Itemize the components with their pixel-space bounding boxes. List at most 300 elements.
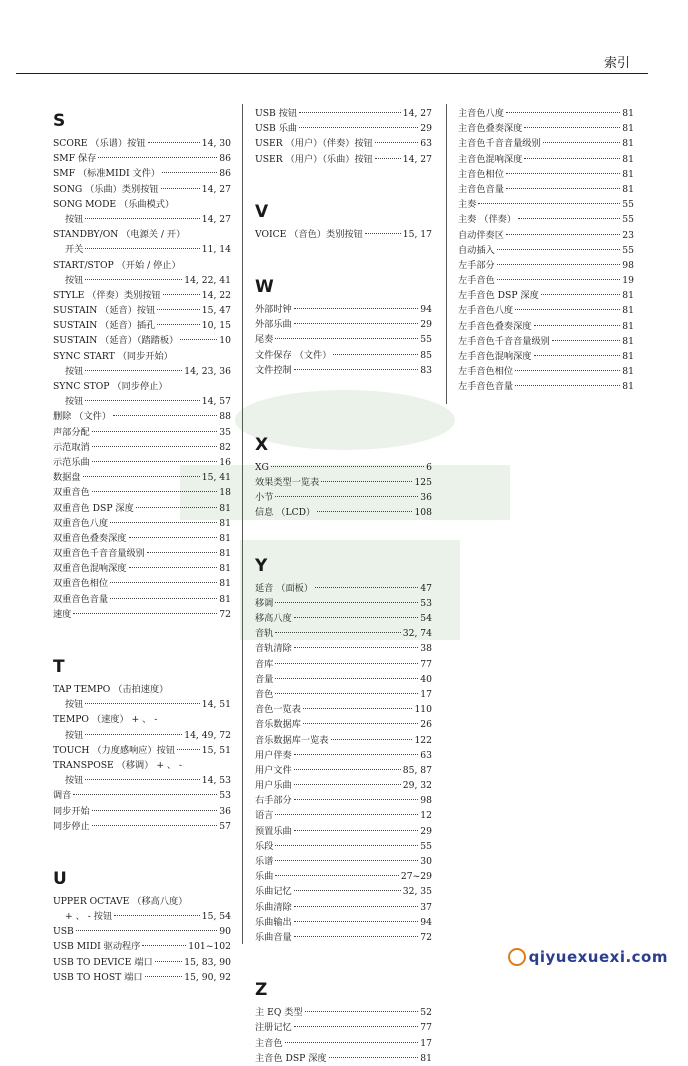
dot-leader [73,794,217,795]
index-entry [255,1020,432,1035]
entry-page: 15, 54 [201,911,231,923]
entry-page: 47 [420,582,432,594]
entry-term: 音色 [255,688,274,700]
entry-page: 81 [420,1052,432,1064]
dot-leader [275,602,418,603]
index-entry [458,334,634,349]
dot-leader [275,678,418,679]
entry-page: 14, 27 [402,153,432,165]
entry-term: TAP TEMPO （击拍速度） [53,684,169,695]
entry-term: 删除 （文件） [53,411,112,423]
dot-leader [129,537,218,538]
entry-term: USB TO DEVICE 端口 [53,956,153,968]
dot-leader [157,324,199,325]
footer-logo[interactable] [508,948,668,966]
entry-term: 左手音色混响深度 [458,351,532,362]
entry-term: TEMPO （速度） + 、 - [53,714,158,726]
entry-term: 主奏 （伴奏） [458,214,517,226]
entry-page: 125 [414,477,432,489]
entry-term: 按钮 [65,365,84,377]
entry-term: 主奏 [458,199,477,211]
section-letter: Z [255,980,268,1001]
index-entry [255,884,432,899]
entry-term: SONG （乐曲）类别按钮 [53,183,159,195]
entry-term: 乐曲记忆 [255,886,292,898]
entry-page: 55 [420,840,432,852]
entry-term: SUSTAIN （延音）（踏踏板） [53,335,179,347]
section-gap [255,167,432,189]
dot-leader [98,157,217,158]
index-entry [458,152,634,167]
section-gap [255,378,432,400]
dot-leader [114,915,200,916]
section-gap [255,521,432,543]
dot-leader [83,476,200,477]
entry-page: 26 [420,719,432,731]
entry-term: SUSTAIN （延音）按钮 [53,305,156,317]
entry-term: 同步停止 [53,820,90,832]
entry-page: 14, 22, 41 [184,274,231,286]
entry-page: 11, 14 [201,244,231,256]
index-entry [53,227,231,242]
dot-leader [331,739,413,740]
index-entry [255,136,432,151]
dot-leader [515,370,620,371]
entry-term: 按钮 [65,699,84,711]
entry-term: 预置乐曲 [255,825,292,837]
index-entry [255,717,432,732]
entry-term: 尾奏 [255,334,274,346]
entry-term: 数据盘 [53,472,81,484]
entry-term: VOICE （音色）类别按钮 [255,228,363,240]
index-entry [458,212,634,227]
index-subentry [53,212,231,227]
index-entry [255,687,432,702]
dot-leader [315,587,418,588]
entry-page: 81 [219,548,231,560]
index-entry [53,455,231,470]
entry-page: 14, 23, 36 [184,365,231,377]
index-entry [53,939,231,954]
index-subentry [53,364,231,379]
entry-term: SONG MODE （乐曲模式） [53,198,175,210]
entry-term: 双重音色相位 [53,578,109,590]
entry-page: 37 [420,901,432,913]
index-entry [458,258,634,273]
dot-leader [303,723,418,724]
index-entry [255,1005,432,1020]
index-entry [53,955,231,970]
index-entry [255,581,432,596]
index-subentry [53,728,231,743]
entry-page: 14, 53 [201,775,231,787]
index-entry [53,136,231,151]
section-gap [255,945,432,967]
entry-term: SYNC START （同步开始） [53,350,173,362]
entry-term: + 、 - 按钮 [65,911,113,923]
dot-leader [506,173,620,174]
entry-term: 用户乐曲 [255,780,292,792]
dot-leader [515,385,620,386]
header-rule [16,73,648,74]
dot-leader [275,338,418,339]
index-entry [53,151,231,166]
entry-term: 同步开始 [53,805,90,817]
index-column-1 [53,106,231,985]
dot-leader [275,632,400,633]
dot-leader [294,323,419,324]
dot-leader [294,799,419,800]
index-entry [255,854,432,869]
index-entry [53,531,231,546]
dot-leader [285,1042,419,1043]
entry-page: 17 [420,688,432,700]
index-entry [53,485,231,500]
entry-page: 81 [219,578,231,590]
index-entry [53,333,231,348]
entry-term: 乐段 [255,840,274,852]
entry-term: 左手音色相位 [458,366,514,378]
section-gap [255,400,432,422]
entry-page: 81 [622,381,634,393]
dot-leader [365,233,401,234]
dot-leader [497,264,621,265]
section-letter: W [255,276,274,297]
entry-page: 15, 51 [201,744,231,756]
dot-leader [294,647,419,648]
entry-term: 双重音色八度 [53,517,109,529]
entry-term: SCORE （乐谱）按钮 [53,138,146,149]
index-entry [53,318,231,333]
dot-leader [275,845,418,846]
entry-term: USB TO HOST 端口 [53,971,143,983]
entry-page: 32, 74 [402,628,432,640]
entry-term: 文件保存 （文件） [255,349,332,361]
entry-page: 18 [219,487,231,499]
dot-leader [321,481,412,482]
index-entry [53,546,231,561]
entry-term: START/STOP （开始 / 停止） [53,259,181,271]
entry-page: 55 [622,199,634,211]
index-entry [255,733,432,748]
index-entry [53,303,231,318]
index-entry [255,460,432,475]
index-subentry [53,697,231,712]
entry-term: USB 乐曲 [255,123,298,135]
entry-page: 52 [420,1007,432,1019]
dot-leader [294,936,419,937]
index-entry [53,819,231,834]
entry-term: 音库 [255,658,274,670]
index-entry [458,182,634,197]
entry-term: USER （用户）（伴奏）按钮 [255,138,373,150]
entry-page: 15, 90, 92 [184,971,231,983]
entry-page: 19 [622,275,634,287]
entry-term: 延音 （面板） [255,582,314,594]
entry-term: 音乐数据库 [255,719,301,731]
dot-leader [271,466,424,467]
index-entry [53,409,231,424]
dot-leader [534,355,621,356]
entry-term: 效果类型一览表 [255,477,320,489]
dot-leader [294,906,419,907]
dot-leader [294,1026,419,1027]
index-entry [53,258,231,273]
entry-term: USB [53,926,74,938]
index-entry [255,808,432,823]
section-letter: U [53,868,67,889]
dot-leader [145,976,183,977]
entry-page: 101~102 [188,941,231,953]
index-entry [53,349,231,364]
index-entry [53,379,231,394]
index-entry [458,136,634,151]
dot-leader [113,415,217,416]
dot-leader [129,567,218,568]
dot-leader [177,749,200,750]
dot-leader [543,142,621,143]
index-entry [255,475,432,490]
index-entry [255,930,432,945]
entry-term: 主音色相位 [458,168,504,180]
dot-leader [275,496,418,497]
entry-term: 移调 [255,597,274,609]
index-entry [458,228,634,243]
index-entry [255,332,432,347]
index-entry [458,121,634,136]
entry-page: 81 [622,290,634,302]
entry-page: 63 [420,749,432,761]
entry-term: 双重音色混响深度 [53,563,127,575]
entry-page: 14, 27 [402,108,432,119]
entry-page: 54 [420,613,432,624]
dot-leader [92,825,218,826]
index-subentry [53,394,231,409]
entry-page: 14, 27 [201,183,231,195]
entry-term: STYLE （伴奏）类别按钮 [53,289,161,301]
index-entry [53,682,231,697]
dot-leader [299,112,401,113]
entry-term: 文件控制 [255,364,292,376]
entry-page: 35 [219,426,231,438]
entry-page: 55 [622,244,634,256]
dot-leader [506,112,620,113]
index-entry [255,348,432,363]
entry-term: UPPER OCTAVE （移高八度） [53,895,188,907]
index-subentry [53,273,231,288]
entry-page: 14, 22 [201,289,231,301]
entry-page: 81 [622,138,634,150]
dot-leader [294,784,401,785]
dot-leader [85,279,182,280]
entry-term: 音量 [255,673,274,685]
footer-logo-text: qiyuexuexi.com [528,948,668,966]
index-entry [53,470,231,485]
header-title: 索引 [603,56,630,71]
index-entry [255,915,432,930]
dot-leader [478,203,620,204]
entry-page: 81 [219,563,231,575]
dot-leader [92,446,218,447]
dot-leader [110,598,217,599]
entry-page: 14, 57 [201,396,231,408]
entry-term: XG [255,461,269,473]
entry-term: 左手音色 [458,275,495,287]
entry-page: 27~29 [400,871,432,883]
entry-page: 53 [420,597,432,609]
entry-term: TRANSPOSE （移调） + 、 - [53,759,183,771]
index-entry [53,516,231,531]
index-entry [53,743,231,758]
dot-leader [180,339,217,340]
index-entry [458,288,634,303]
entry-term: 音乐数据库一览表 [255,734,329,746]
index-entry [255,793,432,808]
dot-leader [497,279,621,280]
entry-page: 72 [420,931,432,943]
dot-leader [497,249,621,250]
index-entry [53,788,231,803]
entry-page: 81 [622,366,634,378]
entry-page: 81 [622,320,634,332]
index-entry [458,364,634,379]
section-gap [255,242,432,264]
dot-leader [534,325,621,326]
entry-page: 81 [622,123,634,135]
dot-leader [85,370,182,371]
entry-term: 主音色 [255,1037,283,1049]
section-letter: Y [255,555,268,576]
entry-term: 左手音色千音音量级别 [458,335,550,347]
entry-page: 94 [420,916,432,928]
index-entry [458,303,634,318]
logo-circle-icon [508,948,526,966]
entry-page: 36 [219,805,231,817]
entry-page: 30 [420,856,432,867]
dot-leader [85,218,199,219]
entry-page: 81 [622,335,634,347]
entry-page: 83 [420,364,432,376]
dot-leader [157,309,199,310]
dot-leader [92,461,218,462]
entry-page: 40 [420,673,432,685]
entry-term: 双重音色叠奏深度 [53,532,127,544]
dot-leader [375,158,401,159]
entry-page: 81 [622,168,634,180]
section-letter: T [53,657,65,677]
index-entry [458,349,634,364]
dot-leader [294,308,419,309]
dot-leader [73,613,217,614]
index-entry [255,641,432,656]
index-entry [255,748,432,763]
dot-leader [110,522,217,523]
entry-page: 72 [219,608,231,620]
index-entry [255,672,432,687]
entry-term: 双重音色音量 [53,593,109,605]
dot-leader [294,830,419,831]
entry-page: 53 [219,790,231,802]
entry-term: USB MIDI 驱动程序 [53,941,141,953]
entry-term: TOUCH （力度感响应）按钮 [53,744,176,756]
entry-page: 81 [622,153,634,165]
entry-term: 乐谱 [255,856,274,867]
index-entry [53,894,231,909]
index-entry [255,1051,432,1066]
entry-term: 左手部分 [458,259,495,271]
index-entry [53,501,231,516]
dot-leader [155,961,183,962]
entry-page: 81 [219,502,231,514]
index-entry [255,302,432,317]
index-entry [458,243,634,258]
entry-term: 音轨 [255,628,274,640]
entry-page: 12 [420,810,432,822]
entry-page: 15, 17 [402,228,432,240]
entry-term: 主音色混响深度 [458,153,523,165]
index-entry [255,702,432,717]
entry-term: 信息 （LCD） [255,507,316,519]
index-entry [255,106,432,121]
entry-term: 速度 [53,608,72,620]
dot-leader [76,930,218,931]
entry-page: 81 [219,517,231,529]
dot-leader [294,769,401,770]
column-divider-1 [242,104,243,944]
entry-term: 开关 [65,244,84,256]
dot-leader [92,810,218,811]
entry-page: 81 [219,593,231,605]
entry-page: 82 [219,441,231,453]
dot-leader [294,890,401,891]
dot-leader [294,369,419,370]
dot-leader [299,127,418,128]
entry-page: 85 [420,349,432,361]
entry-term: 双重音色 DSP 深度 [53,502,134,514]
index-entry [255,869,432,884]
dot-leader [136,507,217,508]
entry-term: 声部分配 [53,426,90,438]
dot-leader [541,294,620,295]
entry-page: 14, 27 [201,213,231,225]
index-entry [255,824,432,839]
dot-leader [515,309,620,310]
entry-page: 63 [420,138,432,150]
index-column-3 [458,106,634,395]
entry-page: 77 [420,658,432,670]
entry-page: 17 [420,1037,432,1049]
section-gap [53,622,231,644]
entry-page: 38 [420,643,432,655]
entry-term: 乐曲输出 [255,916,292,928]
dot-leader [317,511,412,512]
index-entry [255,227,432,242]
entry-term: 音色一览表 [255,704,301,716]
entry-page: 14, 49, 72 [184,729,231,741]
index-entry [53,576,231,591]
index-entry [255,839,432,854]
index-entry [53,166,231,181]
entry-term: 左手音色叠奏深度 [458,320,532,332]
index-entry [53,440,231,455]
entry-term: 双重音色 [53,487,90,499]
entry-page: 98 [420,795,432,807]
index-entry [53,607,231,622]
entry-term: SMF （标准MIDI 文件） [53,168,161,180]
entry-page: 32, 35 [402,886,432,898]
entry-term: 左手音色音量 [458,381,514,393]
entry-page: 86 [219,168,231,180]
